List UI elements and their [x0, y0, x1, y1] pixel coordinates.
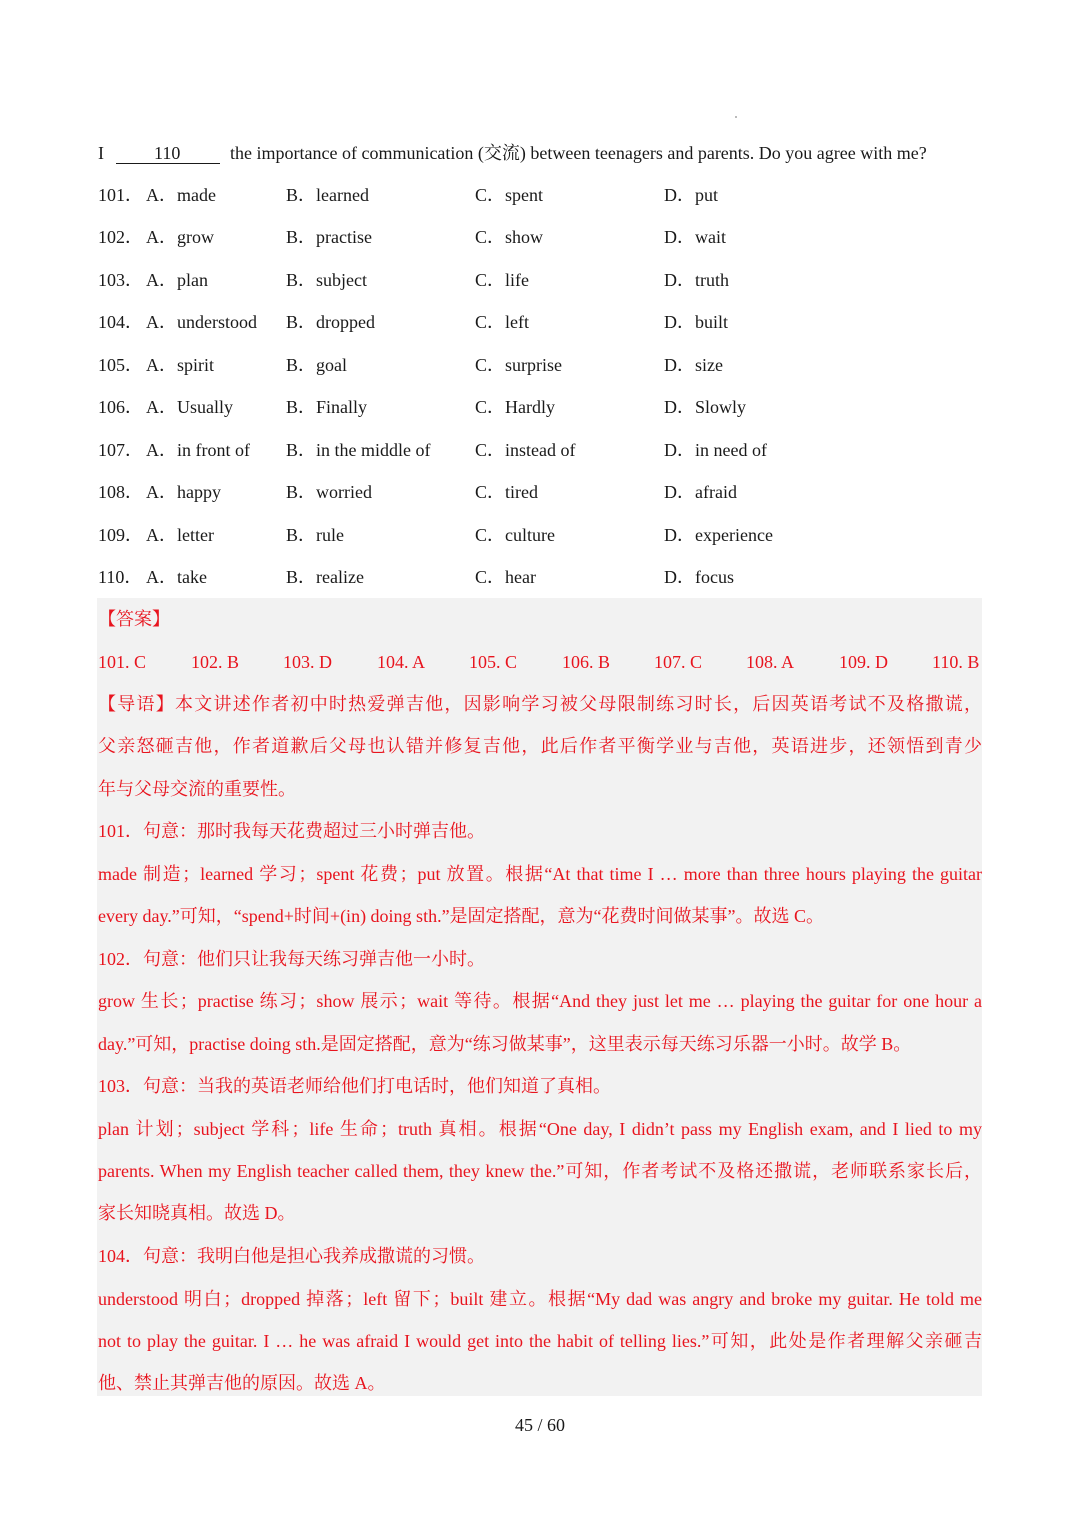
option-a: A．grow: [146, 227, 214, 247]
option-d: D．Slowly: [664, 397, 747, 417]
answer-heading: 【答案】: [98, 609, 170, 629]
option-b: B．goal: [286, 355, 347, 375]
option-c: C．hear: [475, 567, 536, 587]
question-number: 101．: [98, 185, 143, 205]
option-row-110: [98, 564, 982, 590]
option-b: B．learned: [286, 185, 369, 205]
option-d: D．afraid: [664, 482, 737, 502]
question-number: 106．: [98, 397, 143, 417]
explanation-line: every day.”可知，“spend+时间+(in) doing sth.”是固定搭配，意为“花费时间做某事”。故选 C。: [98, 906, 825, 926]
guide-line: 年与父母交流的重要性。: [98, 779, 296, 799]
question-number: 105．: [98, 355, 143, 375]
option-b: B．practise: [286, 227, 372, 247]
answer-item: 102. B: [191, 652, 240, 672]
explanation-line: made 制造；learned 学习；spent 花费；put 放置。根据“At that time I … more than three hours playing the guitar: [98, 864, 982, 884]
option-a: A．take: [146, 567, 207, 587]
question-number: 110．: [98, 567, 143, 587]
question-suffix: the importance of communication (交流) between teenagers and parents. Do you agree with me?: [230, 143, 927, 163]
option-c: C．tired: [475, 482, 538, 502]
option-d: D．truth: [664, 270, 729, 290]
question-number: 103．: [98, 270, 143, 290]
question-line: [98, 141, 927, 165]
question-number: 109．: [98, 525, 143, 545]
option-b: B．realize: [286, 567, 364, 587]
guide-line: 父亲怒砸吉他，作者道歉后父母也认错并修复吉他，此后作者平衡学业与吉他，英语进步，还领悟到青少: [98, 736, 982, 756]
option-c: C．life: [475, 270, 529, 290]
option-row-103: [98, 267, 982, 293]
explanation-line: plan 计划；subject 学科；life 生命；truth 真相。根据“One day, I didn’t pass my English exam, and I lied to my: [98, 1119, 982, 1139]
question-number: 107．: [98, 440, 143, 460]
option-d: D．experience: [664, 525, 773, 545]
question-number: 104．: [98, 312, 143, 332]
option-row-101: [98, 182, 982, 208]
option-c: C．instead of: [475, 440, 576, 460]
option-a: A．plan: [146, 270, 208, 290]
answer-item: 109. D: [839, 652, 888, 672]
answer-item: 105. C: [469, 652, 518, 672]
option-c: C．spent: [475, 185, 544, 205]
page-mark: [735, 116, 737, 118]
option-row-106: [98, 394, 982, 420]
explanation-line: parents. When my English teacher called them, they knew the.”可知，作者考试不及格还撒谎，老师联系家长后，: [98, 1161, 982, 1181]
option-b: B．rule: [286, 525, 344, 545]
answer-item: 108. A: [746, 652, 795, 672]
answer-item: 106. B: [562, 652, 611, 672]
answer-item: 107. C: [654, 652, 703, 672]
explanation-line: understood 明白；dropped 掉落；left 留下；built 建立。根据“My dad was angry and broke my guitar. He told me: [98, 1289, 982, 1309]
option-row-107: [98, 437, 982, 463]
option-b: B．worried: [286, 482, 372, 502]
option-b: B．dropped: [286, 312, 375, 332]
question-prefix: I: [98, 143, 104, 163]
answer-item: 110. B: [932, 652, 980, 672]
option-a: A．Usually: [146, 397, 233, 417]
option-a: A．made: [146, 185, 216, 205]
question-number: 108．: [98, 482, 143, 502]
option-c: C．culture: [475, 525, 555, 545]
answer-item: 103. D: [283, 652, 332, 672]
explanation-sentence-102: 102．句意：他们只让我每天练习弹吉他一小时。: [98, 949, 485, 969]
answer-item: 104. A: [377, 652, 426, 672]
explanation-sentence-104: 104．句意：我明白他是担心我养成撒谎的习惯。: [98, 1246, 485, 1266]
option-c: C．show: [475, 227, 544, 247]
explanation-line: not to play the guitar. I … he was afraid I would get into the habit of telling lies.”可知，此处是作者理解父亲砸吉: [98, 1331, 982, 1351]
answer-blank: 110: [116, 143, 220, 164]
guide-line: 【导语】本文讲述作者初中时热爱弹吉他，因影响学习被父母限制练习时长，后因英语考试不及格撒谎，: [98, 694, 982, 714]
option-d: D．built: [664, 312, 729, 332]
explanation-sentence-103: 103．句意：当我的英语老师给他们打电话时，他们知道了真相。: [98, 1076, 611, 1096]
explanation-line: 家长知晓真相。故选 D。: [98, 1203, 296, 1223]
explanation-line: grow 生长；practise 练习；show 展示；wait 等待。根据“And they just let me … playing the guitar for one hour a: [98, 991, 982, 1011]
explanation-line: 他、禁止其弹吉他的原因。故选 A。: [98, 1373, 386, 1393]
option-d: D．focus: [664, 567, 734, 587]
option-a: A．understood: [146, 312, 257, 332]
option-b: B．in the middle of: [286, 440, 431, 460]
explanation-sentence-101: 101．句意：那时我每天花费超过三小时弹吉他。: [98, 821, 485, 841]
option-c: C．surprise: [475, 355, 562, 375]
option-d: D．put: [664, 185, 718, 205]
option-a: A．letter: [146, 525, 214, 545]
option-a: A．in front of: [146, 440, 250, 460]
option-a: A．spirit: [146, 355, 215, 375]
answer-key-row: [98, 649, 982, 675]
option-row-108: [98, 479, 982, 505]
option-row-104: [98, 309, 982, 335]
question-number: 102．: [98, 227, 143, 247]
page-number: 45 / 60: [514, 1415, 565, 1435]
option-row-102: [98, 224, 982, 250]
option-row-109: [98, 522, 982, 548]
option-d: D．in need of: [664, 440, 767, 460]
explanation-line: day.”可知，practise doing sth.是固定搭配，意为“练习做某事”，这里表示每天练习乐器一小时。故学 B。: [98, 1034, 912, 1054]
option-c: C．Hardly: [475, 397, 555, 417]
option-c: C．left: [475, 312, 529, 332]
option-a: A．happy: [146, 482, 221, 502]
option-b: B．Finally: [286, 397, 368, 417]
answer-item: 101. C: [98, 652, 147, 672]
option-b: B．subject: [286, 270, 367, 290]
option-d: D．wait: [664, 227, 726, 247]
option-row-105: [98, 352, 982, 378]
option-d: D．size: [664, 355, 723, 375]
